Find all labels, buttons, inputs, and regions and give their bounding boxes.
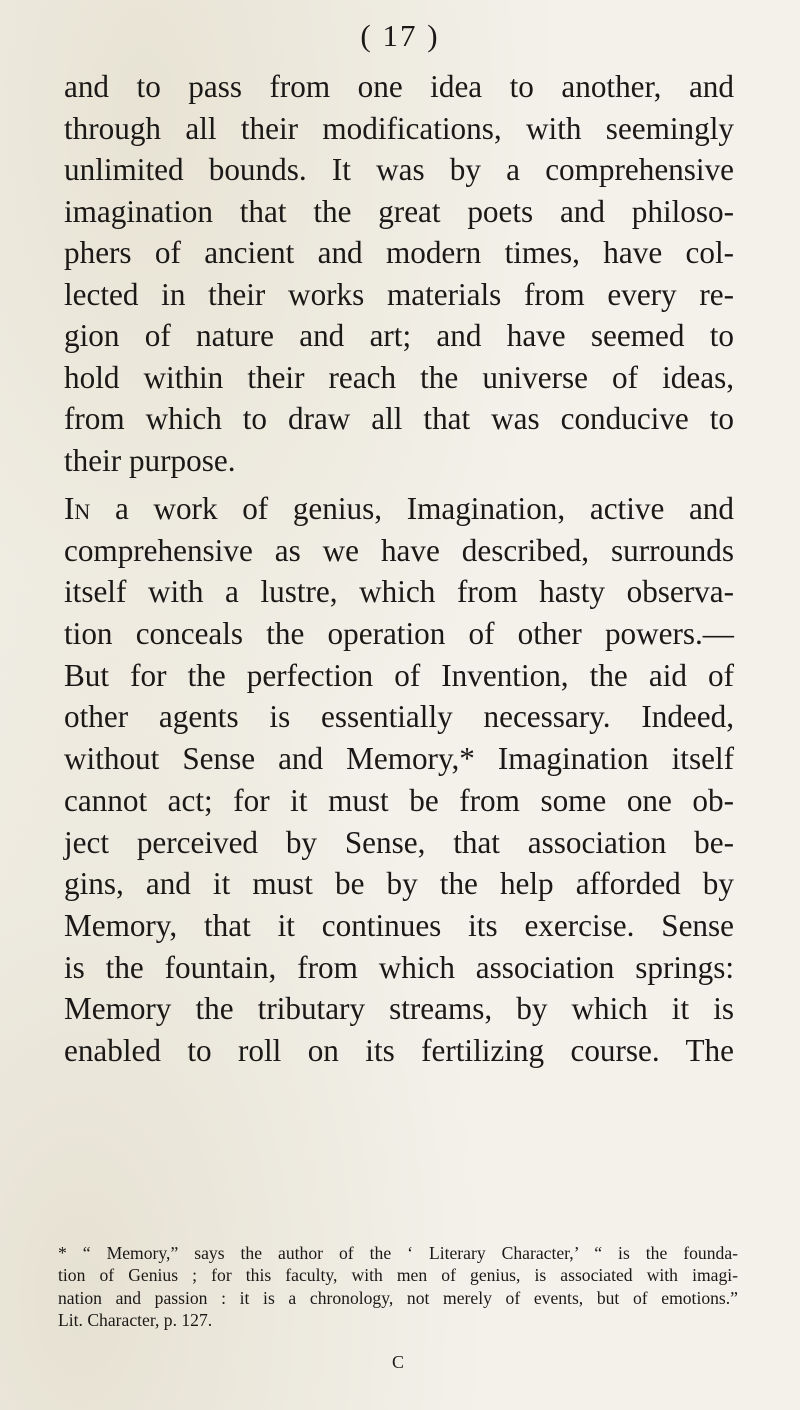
page-number: ( 17 ): [360, 18, 440, 53]
text-line: Memory the tributary streams, by which it is: [64, 991, 734, 1027]
text-line: from which to draw all that was conducive to: [64, 401, 734, 436]
paragraph-1: [64, 66, 734, 481]
footnote-line: * “ Memory,” says the author of the ‘ Literary Character,’ “ is the founda-: [58, 1243, 738, 1263]
signature-mark: C: [392, 1352, 405, 1372]
text-line: lected in their works materials from every re-: [64, 276, 734, 312]
text-line: ject perceived by Sense, that association be-: [64, 824, 734, 860]
footnote-line: nation and passion : it is a chronology, not merely of events, but of emotions.”: [58, 1287, 738, 1308]
text-line: comprehensive as we have described, surrounds: [64, 532, 734, 568]
text-line: imagination that the great poets and philoso-: [64, 193, 734, 229]
first-line-rest: a work of genius, Imagination, active and: [90, 491, 734, 526]
footnote-line: Lit. Character, p. 127.: [58, 1309, 213, 1330]
text-line: itself with a lustre, which from hasty observa-: [64, 574, 734, 610]
paragraph-2: [64, 488, 734, 1072]
paragraph-opening-word: In: [64, 491, 91, 526]
text-line-first: [64, 488, 734, 530]
footnote-line: tion of Genius ; for this faculty, with men of genius, is associated with imagi-: [58, 1265, 738, 1286]
text-line: phers of ancient and modern times, have col-: [64, 235, 734, 270]
text-line: hold within their reach the universe of ideas,: [64, 359, 734, 395]
text-line: their purpose.: [64, 442, 236, 478]
text-line: tion conceals the operation of other powers.—: [64, 616, 734, 652]
text-line: other agents is essentially necessary. Indeed,: [64, 699, 734, 735]
text-line: through all their modifications, with seemingly: [64, 110, 734, 146]
text-line: Memory, that it continues its exercise. Sense: [64, 907, 734, 943]
text-line: cannot act; for it must be from some one ob-: [64, 782, 734, 818]
footnote: [58, 1242, 738, 1331]
text-line: is the fountain, from which association springs:: [64, 949, 734, 985]
text-line: gion of nature and art; and have seemed to: [64, 318, 734, 353]
text-line: without Sense and Memory,* Imagination itself: [64, 741, 734, 777]
text-line: enabled to roll on its fertilizing course. The: [64, 1032, 734, 1068]
text-line: But for the perfection of Invention, the aid of: [64, 657, 734, 693]
text-line: gins, and it must be by the help afforded by: [64, 866, 734, 902]
text-line: and to pass from one idea to another, and: [64, 69, 734, 104]
text-line: unlimited bounds. It was by a comprehensive: [64, 152, 734, 187]
